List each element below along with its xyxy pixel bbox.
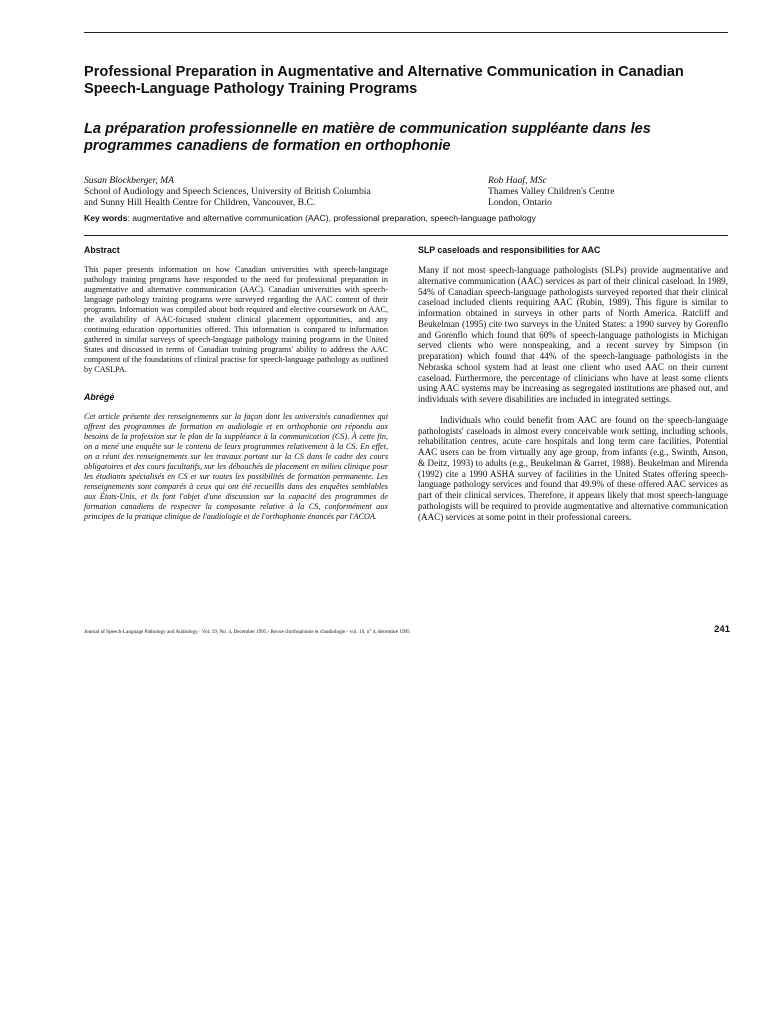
article-title-french: La préparation professionnelle en matière de communication suppléante dans les programmes canadiens de formation en orthophonie: [84, 121, 651, 154]
abrege-text: Cet article présente des renseignements sur la façon dont les universités canadiennes qui offrent des programmes de formation en audiologie et en orthophonie ont répondu aux besoins de la profession sur le plan de la suppléance à la communication (CS). À cette fin, on a mené une enquête sur le contenu de leurs programmes relativement à la CS. En effet, on a réuni des renseignements sur les travaux portant sur la CS dans le cadre des cours obligatoires et des cours facultatifs, sur les débouchés de placement en milieu clinique pour les étudiants spécialisés en CS et sur toutes les possibilités de formation permanente. Les renseignements sont comparés à ceux qui ont été recueillis dans des enquêtes semblables aux États-Unis, et ils font l'objet d'une discussion sur la capacité des programmes de formation canadiens de respecter la composante relative à la CS, conformément aux principes de la pratique clinique de l'audiologie et de l'orthophonie énoncés par l'ACOA.: [84, 411, 388, 521]
header-divider: [84, 235, 728, 236]
author-affiliation: Thames Valley Children's Centre: [488, 186, 615, 198]
body-paragraph: Many if not most speech-language pathologists (SLPs) provide augmentative and alternative communication (AAC) services as part of their clinical caseload. In 1989, 54% of Canadian speech-language pathologists surveyed reported that their clinical caseload included clients requiring AAC (Rubin, 1989). This figure is similar to information obtained in surveys in other parts of North America. Ratcliff and Beukelman (1995) cite two surveys in the United States: a 1990 survey by Gorenflo and Gorenflo which found that 60% of speech-language pathologists in Michigan served clients who were nonspeaking, and a recent survey by Simpson (in preparation) which found that 44% of the speech-language pathologists in the Nebraska school system had at least one client who used AAC on their current caseload. Furthermore, the percentage of clinicians who have at least some clients using AAC systems may be increasing as segregated institutions are phased out, and individuals with severe disabilities are included in integrated settings.: [418, 265, 728, 404]
author-affiliation: London, Ontario: [488, 197, 552, 209]
journal-citation-footer: Journal of Speech-Language Pathology and Audiology · Vol. 19, No. 4, December 1995 / Revue d'orthophonie et d'audiologie · vol. 19, n° 4, décembre 1995: [84, 629, 410, 635]
section-heading: SLP caseloads and responsibilities for AAC: [418, 245, 601, 255]
author-name: Rob Haaf, MSc: [488, 175, 547, 186]
abstract-heading: Abstract: [84, 245, 120, 255]
keywords-text: : augmentative and alternative communication (AAC), professional preparation, speech-language pathology: [127, 213, 536, 223]
author-affiliation: School of Audiology and Speech Sciences, University of British Columbia: [84, 186, 371, 198]
article-title-english: Professional Preparation in Augmentative and Alternative Communication in Canadian Speech-Language Pathology Training Programs: [84, 64, 684, 97]
top-rule: [84, 32, 728, 33]
author-block-right: [488, 175, 728, 209]
right-column: [418, 245, 728, 522]
author-affiliation: and Sunny Hill Health Centre for Children, Vancouver, B.C.: [84, 197, 316, 209]
author-name: Susan Blockberger, MA: [84, 175, 174, 186]
abstract-text: This paper presents information on how Canadian universities with speech-language pathology training programs have responded to the need for professional preparation in augmentative and alternative communication (AAC). Canadian universities with speech-language pathology training programs were surveyed regarding the AAC content of their programs. Information was compiled about both required and elective coursework on AAC, the availability of AAC-focused student clinical placement opportunities, and any continuing education opportunities offered. This information is compared to information gathered in similar surveys of speech-language pathology training programs in the United States and discussed in terms of Canadian training programs' ability to address the AAC component of the foundations of clinical practise for speech-language pathology as outlined by CASLPA.: [84, 265, 388, 375]
abrege-heading: Abrégé: [84, 391, 115, 402]
left-column: [84, 245, 388, 522]
body-paragraph: Individuals who could benefit from AAC are found on the speech-language pathologists' caseloads in almost every conceivable work setting, including schools, rehabilitation centres, acute care hospitals and long term care facilities. Potential AAC users can be from virtually any age group, from infants (e.g., Swinth, Anson, & Deitz, 1993) to adults (e.g., Beukelman & Garret, 1988). Beukelman and Mirenda (1992) cite a 1990 ASHA survey of facilities in the United States offering speech-language pathology services and found that 49.9% of these offered AAC services as part of their clinical services. Therefore, it appears likely that most speech-language pathologists will be required to provide augmentative and alternative communication (AAC) services at some point in their professional careers.: [418, 414, 728, 522]
keywords-label: Key words: [84, 213, 128, 223]
author-block-left: [84, 175, 484, 209]
keywords-line: [84, 213, 734, 224]
page-number: 241: [714, 624, 730, 635]
